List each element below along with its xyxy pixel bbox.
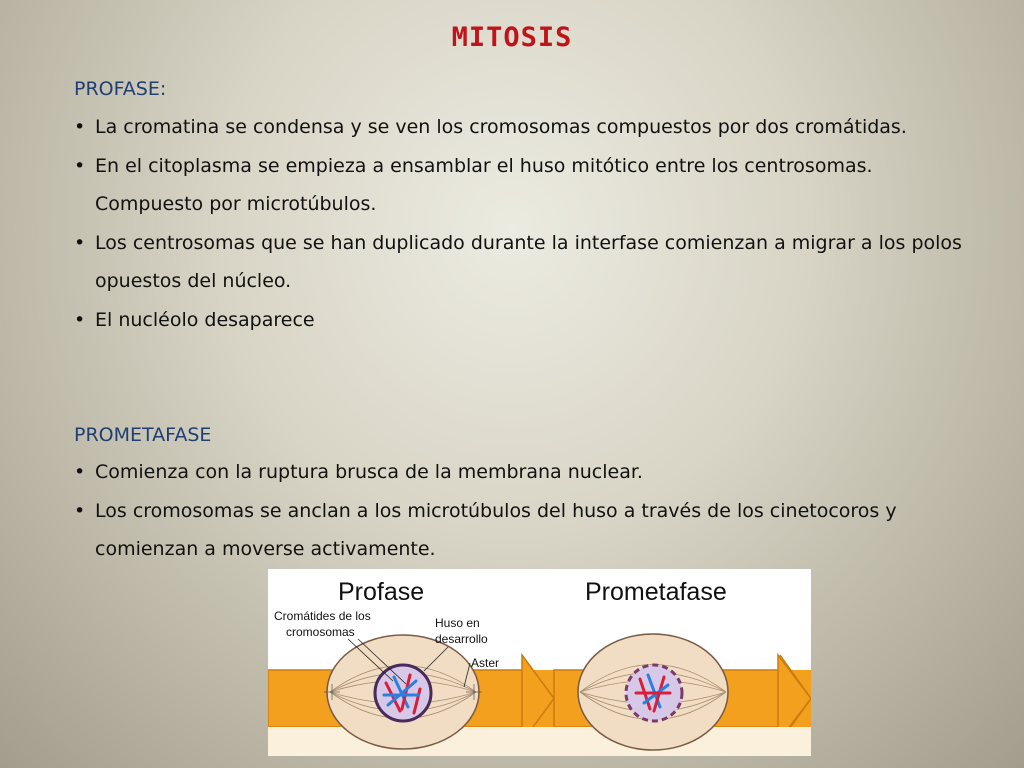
label-spindle-line1: Huso en [435, 616, 480, 630]
mitosis-diagram [268, 569, 811, 756]
bullet-item: • El nucléolo desaparece [74, 301, 974, 340]
prometafase-bullet-list [74, 453, 974, 569]
label-chromatids-line1: Cromátides de los [274, 609, 371, 623]
mitosis-figure [268, 569, 811, 756]
bullet-item: • La cromatina se condensa y se ven los cromosomas compuestos por dos cromátidas. [74, 108, 974, 147]
label-aster: Aster [471, 656, 500, 670]
label-chromatids-line2: cromosomas [286, 625, 355, 639]
bullet-item: • Comienza con la ruptura brusca de la membrana nuclear. [74, 453, 974, 492]
phase-label-profase: Profase [338, 578, 425, 606]
section-heading-profase: PROFASE: [74, 78, 167, 100]
slide-title: MITOSIS [451, 22, 573, 53]
profase-bullet-list [74, 108, 974, 339]
section-heading-prometafase: PROMETAFASE [74, 424, 212, 446]
label-spindle-line2: desarrollo [435, 632, 488, 646]
bullet-item: • En el citoplasma se empieza a ensamblar el huso mitótico entre los centrosomas. Compuesto por microtúbulos. [74, 147, 974, 224]
phase-label-prometafase: Prometafase [585, 578, 727, 606]
bullet-item: • Los centrosomas que se han duplicado durante la interfase comienzan a migrar a los polos opuestos del núcleo. [74, 224, 974, 301]
bullet-item: • Los cromosomas se anclan a los microtúbulos del huso a través de los cinetocoros y comienzan a moverse activamente. [74, 492, 974, 569]
